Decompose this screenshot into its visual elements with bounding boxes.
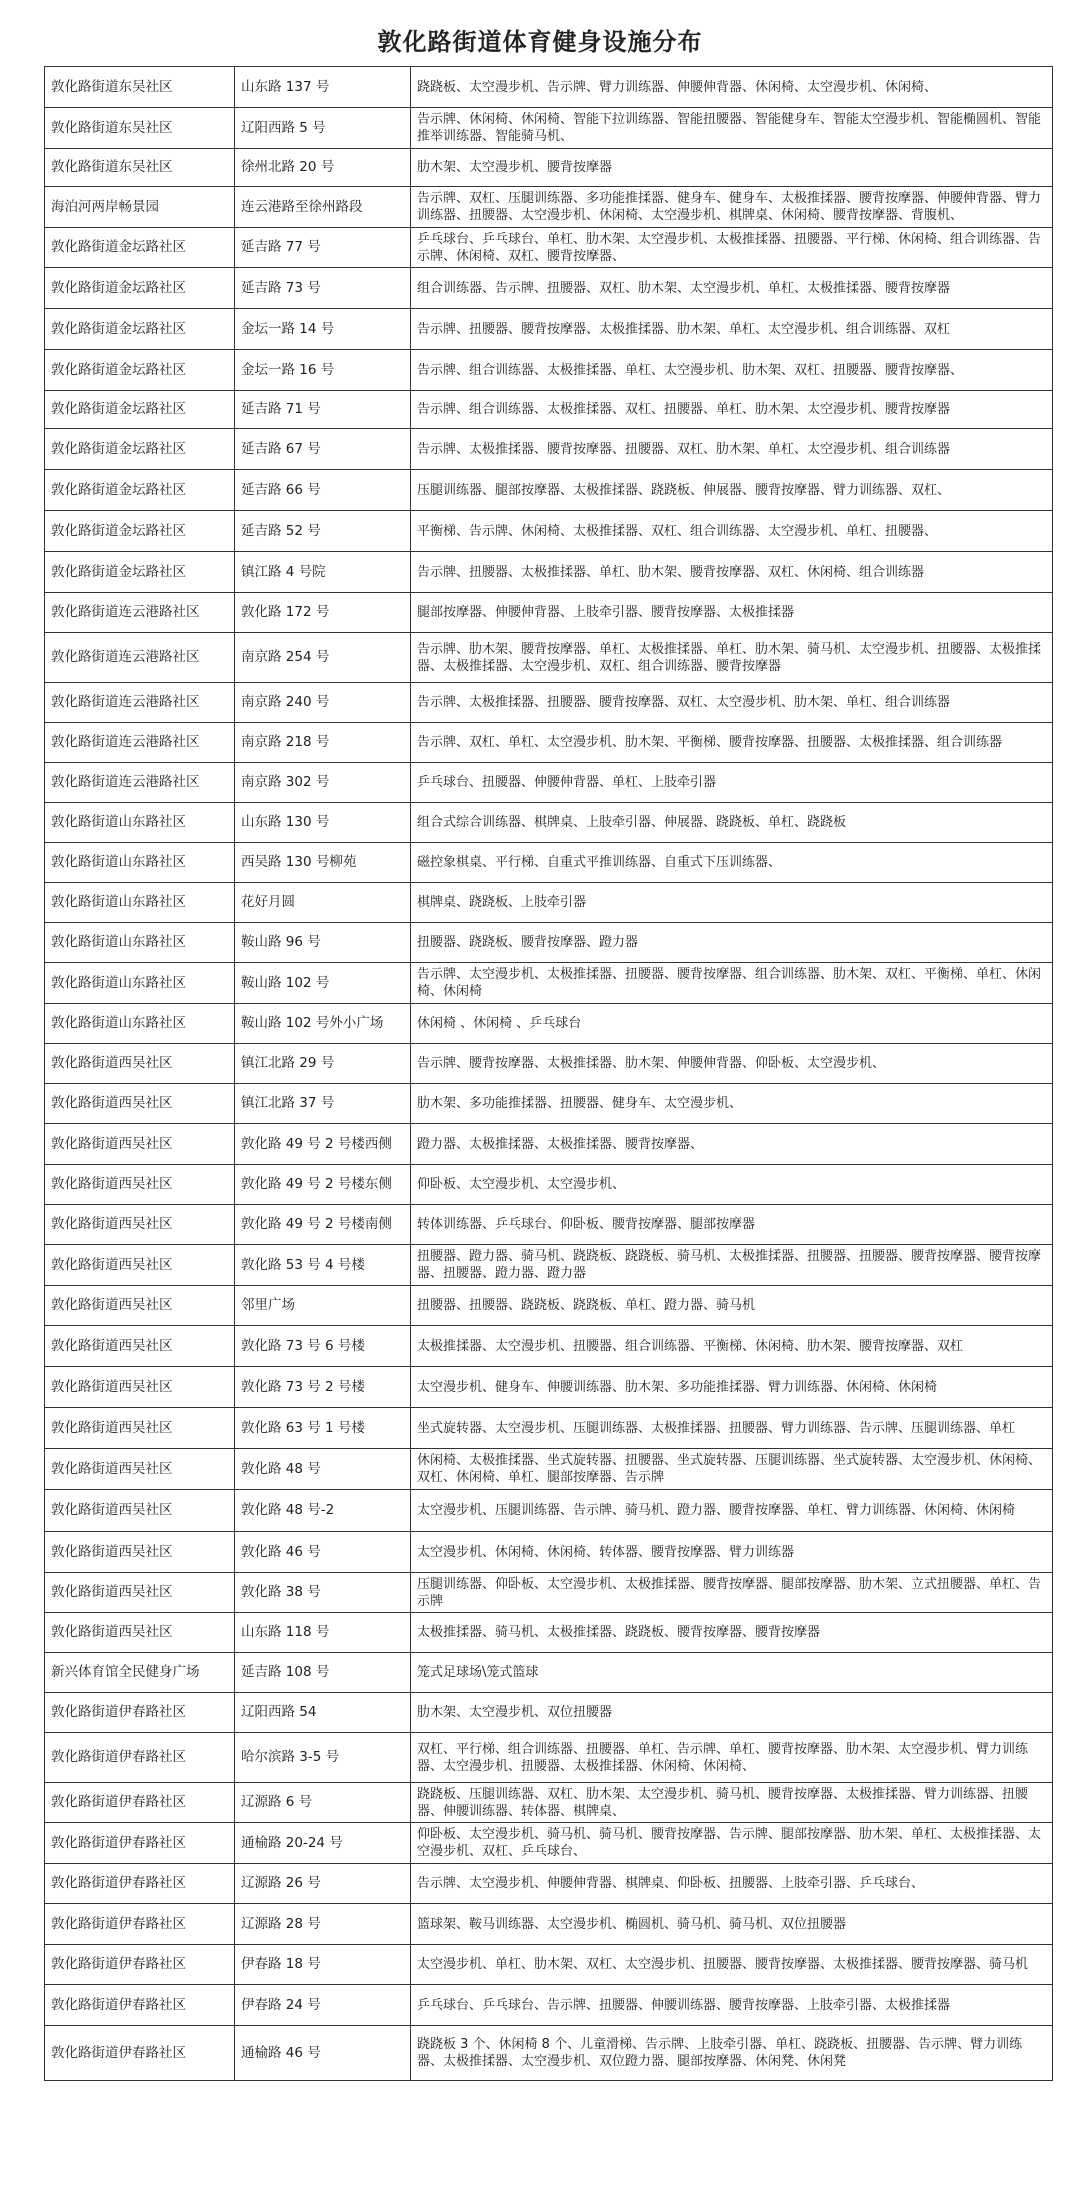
table-row <box>45 1408 1053 1449</box>
table-row <box>45 1165 1053 1205</box>
address-cell: 鞍山路 96 号 <box>235 923 411 963</box>
address-cell: 西吴路 130 号柳苑 <box>235 843 411 883</box>
table-row <box>45 1783 1053 1823</box>
community-cell: 敦化路街道西吴社区 <box>45 1205 235 1245</box>
community-cell: 敦化路街道西吴社区 <box>45 1245 235 1286</box>
address-cell: 徐州北路 20 号 <box>235 149 411 187</box>
community-cell: 敦化路街道山东路社区 <box>45 883 235 923</box>
address-cell: 鞍山路 102 号外小广场 <box>235 1004 411 1044</box>
address-cell: 哈尔滨路 3-5 号 <box>235 1733 411 1783</box>
facilities-cell: 太空漫步机、单杠、肋木架、双杠、太空漫步机、扭腰器、腰背按摩器、太极推揉器、腰背按摩器、骑马机 <box>411 1945 1053 1985</box>
address-cell: 花好月圆 <box>235 883 411 923</box>
address-cell: 敦化路 172 号 <box>235 593 411 633</box>
facility-table-wrapper <box>44 66 1052 2081</box>
community-cell: 敦化路街道金坛路社区 <box>45 268 235 309</box>
facility-table-body <box>45 67 1053 2081</box>
facilities-cell: 乒乓球台、乒乓球台、告示牌、扭腰器、伸腰训练器、腰背按摩器、上肢牵引器、太极推揉器 <box>411 1985 1053 2026</box>
address-cell: 敦化路 73 号 6 号楼 <box>235 1326 411 1367</box>
community-cell: 敦化路街道金坛路社区 <box>45 391 235 429</box>
address-cell: 辽源路 28 号 <box>235 1904 411 1945</box>
community-cell: 敦化路街道伊春路社区 <box>45 1904 235 1945</box>
facilities-cell: 告示牌、组合训练器、太极推揉器、单杠、太空漫步机、肋木架、双杠、扭腰器、腰背按摩器、 <box>411 350 1053 391</box>
facilities-cell: 扭腰器、跷跷板、腰背按摩器、蹬力器 <box>411 923 1053 963</box>
table-row <box>45 1733 1053 1783</box>
address-cell: 延吉路 77 号 <box>235 228 411 268</box>
community-cell: 敦化路街道西吴社区 <box>45 1573 235 1613</box>
table-row <box>45 1904 1053 1945</box>
community-cell: 敦化路街道金坛路社区 <box>45 470 235 511</box>
community-cell: 敦化路街道西吴社区 <box>45 1490 235 1532</box>
facilities-cell: 跷跷板 3 个、休闲椅 8 个、儿童滑梯、告示牌、上肢牵引器、单杠、跷跷板、扭腰器、告示牌、臂力训练器、太极推揉器、太空漫步机、双位蹬力器、腿部按摩器、休闲凳、休闲凳 <box>411 2026 1053 2081</box>
address-cell: 敦化路 46 号 <box>235 1532 411 1573</box>
facilities-cell: 太极推揉器、太空漫步机、扭腰器、组合训练器、平衡梯、休闲椅、肋木架、腰背按摩器、双杠 <box>411 1326 1053 1367</box>
address-cell: 连云港路至徐州路段 <box>235 187 411 228</box>
table-row <box>45 429 1053 470</box>
address-cell: 山东路 118 号 <box>235 1613 411 1653</box>
community-cell: 敦化路街道连云港路社区 <box>45 763 235 803</box>
community-cell: 敦化路街道金坛路社区 <box>45 350 235 391</box>
community-cell: 敦化路街道西吴社区 <box>45 1532 235 1573</box>
community-cell: 敦化路街道西吴社区 <box>45 1165 235 1205</box>
community-cell: 敦化路街道伊春路社区 <box>45 1783 235 1823</box>
community-cell: 敦化路街道山东路社区 <box>45 923 235 963</box>
address-cell: 镇江北路 37 号 <box>235 1084 411 1124</box>
address-cell: 伊春路 18 号 <box>235 1945 411 1985</box>
table-row <box>45 470 1053 511</box>
table-row <box>45 2026 1053 2081</box>
table-row <box>45 1693 1053 1733</box>
community-cell: 敦化路街道伊春路社区 <box>45 1733 235 1783</box>
table-row <box>45 803 1053 843</box>
address-cell: 敦化路 48 号 <box>235 1449 411 1490</box>
facility-table <box>44 66 1053 2081</box>
facilities-cell: 腿部按摩器、伸腰伸背器、上肢牵引器、腰背按摩器、太极推揉器 <box>411 593 1053 633</box>
address-cell: 敦化路 38 号 <box>235 1573 411 1613</box>
community-cell: 敦化路街道连云港路社区 <box>45 593 235 633</box>
community-cell: 敦化路街道东吴社区 <box>45 149 235 187</box>
community-cell: 敦化路街道金坛路社区 <box>45 429 235 470</box>
address-cell: 鞍山路 102 号 <box>235 963 411 1004</box>
facilities-cell: 双杠、平行梯、组合训练器、扭腰器、单杠、告示牌、单杠、腰背按摩器、肋木架、太空漫步机、臂力训练器、太空漫步机、扭腰器、太极推揉器、休闲椅、休闲椅、 <box>411 1733 1053 1783</box>
table-row <box>45 763 1053 803</box>
table-row <box>45 1985 1053 2026</box>
facilities-cell: 转体训练器、乒乓球台、仰卧板、腰背按摩器、腿部按摩器 <box>411 1205 1053 1245</box>
address-cell: 敦化路 63 号 1 号楼 <box>235 1408 411 1449</box>
community-cell: 敦化路街道金坛路社区 <box>45 552 235 593</box>
table-row <box>45 1823 1053 1864</box>
address-cell: 敦化路 49 号 2 号楼西侧 <box>235 1124 411 1165</box>
community-cell: 敦化路街道伊春路社区 <box>45 2026 235 2081</box>
table-row <box>45 149 1053 187</box>
community-cell: 敦化路街道伊春路社区 <box>45 1985 235 2026</box>
address-cell: 镇江路 4 号院 <box>235 552 411 593</box>
facilities-cell: 肋木架、太空漫步机、腰背按摩器 <box>411 149 1053 187</box>
facilities-cell: 跷跷板、太空漫步机、告示牌、臂力训练器、伸腰伸背器、休闲椅、太空漫步机、休闲椅、 <box>411 67 1053 108</box>
facilities-cell: 扭腰器、扭腰器、跷跷板、跷跷板、单杠、蹬力器、骑马机 <box>411 1286 1053 1326</box>
facilities-cell: 仰卧板、太空漫步机、骑马机、骑马机、腰背按摩器、告示牌、腿部按摩器、肋木架、单杠、太极推揉器、太空漫步机、双杠、乒乓球台、 <box>411 1823 1053 1864</box>
address-cell: 南京路 254 号 <box>235 633 411 683</box>
facilities-cell: 告示牌、太极推揉器、腰背按摩器、扭腰器、双杠、肋木架、单杠、太空漫步机、组合训练器 <box>411 429 1053 470</box>
facilities-cell: 告示牌、肋木架、腰背按摩器、单杠、太极推揉器、单杠、肋木架、骑马机、太空漫步机、扭腰器、太极推揉器、太极推揉器、太空漫步机、双杠、组合训练器、腰背按摩器 <box>411 633 1053 683</box>
facilities-cell: 告示牌、组合训练器、太极推揉器、双杠、扭腰器、单杠、肋木架、太空漫步机、腰背按摩器 <box>411 391 1053 429</box>
address-cell: 敦化路 73 号 2 号楼 <box>235 1367 411 1408</box>
address-cell: 延吉路 66 号 <box>235 470 411 511</box>
table-row <box>45 1124 1053 1165</box>
address-cell: 通榆路 46 号 <box>235 2026 411 2081</box>
facilities-cell: 肋木架、太空漫步机、双位扭腰器 <box>411 1693 1053 1733</box>
facilities-cell: 休闲椅、太极推揉器、坐式旋转器、扭腰器、坐式旋转器、压腿训练器、坐式旋转器、太空漫步机、休闲椅、双杠、休闲椅、单杠、腿部按摩器、告示牌 <box>411 1449 1053 1490</box>
table-row <box>45 552 1053 593</box>
address-cell: 延吉路 73 号 <box>235 268 411 309</box>
address-cell: 通榆路 20-24 号 <box>235 1823 411 1864</box>
table-row <box>45 923 1053 963</box>
facilities-cell: 组合训练器、告示牌、扭腰器、双杠、肋木架、太空漫步机、单杠、太极推揉器、腰背按摩器 <box>411 268 1053 309</box>
address-cell: 南京路 240 号 <box>235 683 411 723</box>
facilities-cell: 告示牌、太空漫步机、太极推揉器、扭腰器、腰背按摩器、组合训练器、肋木架、双杠、平衡梯、单杠、休闲椅、休闲椅 <box>411 963 1053 1004</box>
community-cell: 敦化路街道伊春路社区 <box>45 1693 235 1733</box>
address-cell: 南京路 302 号 <box>235 763 411 803</box>
address-cell: 山东路 137 号 <box>235 67 411 108</box>
facilities-cell: 磁控象棋桌、平行梯、自重式平推训练器、自重式下压训练器、 <box>411 843 1053 883</box>
facilities-cell: 笼式足球场\笼式篮球 <box>411 1653 1053 1693</box>
community-cell: 敦化路街道金坛路社区 <box>45 309 235 350</box>
table-row <box>45 683 1053 723</box>
address-cell: 辽阳西路 54 <box>235 1693 411 1733</box>
table-row <box>45 1532 1053 1573</box>
table-row <box>45 391 1053 429</box>
facilities-cell: 告示牌、腰背按摩器、太极推揉器、肋木架、伸腰伸背器、仰卧板、太空漫步机、 <box>411 1044 1053 1084</box>
facilities-cell: 仰卧板、太空漫步机、太空漫步机、 <box>411 1165 1053 1205</box>
address-cell: 邻里广场 <box>235 1286 411 1326</box>
table-row <box>45 883 1053 923</box>
facilities-cell: 告示牌、双杠、压腿训练器、多功能推揉器、健身车、健身车、太极推揉器、腰背按摩器、伸腰伸背器、臂力训练器、扭腰器、太空漫步机、休闲椅、太空漫步机、棋牌桌、休闲椅、腰背按摩器、背腹机、 <box>411 187 1053 228</box>
table-row <box>45 1490 1053 1532</box>
address-cell: 辽阳西路 5 号 <box>235 108 411 149</box>
table-row <box>45 67 1053 108</box>
table-row <box>45 1613 1053 1653</box>
facilities-cell: 压腿训练器、仰卧板、太空漫步机、太极推揉器、腰背按摩器、腿部按摩器、肋木架、立式扭腰器、单杠、告示牌 <box>411 1573 1053 1613</box>
table-row <box>45 963 1053 1004</box>
community-cell: 敦化路街道西吴社区 <box>45 1449 235 1490</box>
table-row <box>45 187 1053 228</box>
address-cell: 延吉路 67 号 <box>235 429 411 470</box>
community-cell: 敦化路街道伊春路社区 <box>45 1864 235 1904</box>
community-cell: 敦化路街道西吴社区 <box>45 1326 235 1367</box>
table-row <box>45 1004 1053 1044</box>
table-row <box>45 228 1053 268</box>
address-cell: 伊春路 24 号 <box>235 1985 411 2026</box>
community-cell: 敦化路街道山东路社区 <box>45 803 235 843</box>
table-row <box>45 1044 1053 1084</box>
community-cell: 敦化路街道山东路社区 <box>45 843 235 883</box>
community-cell: 敦化路街道东吴社区 <box>45 67 235 108</box>
address-cell: 延吉路 71 号 <box>235 391 411 429</box>
table-row <box>45 843 1053 883</box>
community-cell: 敦化路街道西吴社区 <box>45 1367 235 1408</box>
document-title: 敦化路街道体育健身设施分布 <box>377 28 703 56</box>
address-cell: 辽源路 6 号 <box>235 1783 411 1823</box>
community-cell: 敦化路街道西吴社区 <box>45 1124 235 1165</box>
table-row <box>45 723 1053 763</box>
facilities-cell: 肋木架、多功能推揉器、扭腰器、健身车、太空漫步机、 <box>411 1084 1053 1124</box>
address-cell: 敦化路 53 号 4 号楼 <box>235 1245 411 1286</box>
address-cell: 延吉路 52 号 <box>235 511 411 552</box>
community-cell: 敦化路街道伊春路社区 <box>45 1945 235 1985</box>
facilities-cell: 告示牌、双杠、单杠、太空漫步机、肋木架、平衡梯、腰背按摩器、扭腰器、太极推揉器、组合训练器 <box>411 723 1053 763</box>
table-row <box>45 1084 1053 1124</box>
facilities-cell: 乒乓球台、乒乓球台、单杠、肋木架、太空漫步机、太极推揉器、扭腰器、平行梯、休闲椅、组合训练器、告示牌、休闲椅、双杠、腰背按摩器、 <box>411 228 1053 268</box>
address-cell: 金坛一路 16 号 <box>235 350 411 391</box>
facilities-cell: 篮球架、鞍马训练器、太空漫步机、椭圆机、骑马机、骑马机、双位扭腰器 <box>411 1904 1053 1945</box>
facilities-cell: 告示牌、扭腰器、太极推揉器、单杠、肋木架、腰背按摩器、双杠、休闲椅、组合训练器 <box>411 552 1053 593</box>
table-row <box>45 1326 1053 1367</box>
community-cell: 敦化路街道东吴社区 <box>45 108 235 149</box>
table-row <box>45 1245 1053 1286</box>
facilities-cell: 太空漫步机、压腿训练器、告示牌、骑马机、蹬力器、腰背按摩器、单杠、臂力训练器、休闲椅、休闲椅 <box>411 1490 1053 1532</box>
facilities-cell: 太空漫步机、健身车、伸腰训练器、肋木架、多功能推揉器、臂力训练器、休闲椅、休闲椅 <box>411 1367 1053 1408</box>
facilities-cell: 蹬力器、太极推揉器、太极推揉器、腰背按摩器、 <box>411 1124 1053 1165</box>
community-cell: 敦化路街道连云港路社区 <box>45 683 235 723</box>
community-cell: 敦化路街道连云港路社区 <box>45 633 235 683</box>
facilities-cell: 压腿训练器、腿部按摩器、太极推揉器、跷跷板、伸展器、腰背按摩器、臂力训练器、双杠、 <box>411 470 1053 511</box>
facilities-cell: 告示牌、扭腰器、腰背按摩器、太极推揉器、肋木架、单杠、太空漫步机、组合训练器、双杠 <box>411 309 1053 350</box>
table-row <box>45 633 1053 683</box>
table-row <box>45 511 1053 552</box>
community-cell: 敦化路街道伊春路社区 <box>45 1823 235 1864</box>
address-cell: 山东路 130 号 <box>235 803 411 843</box>
facilities-cell: 棋牌桌、跷跷板、上肢牵引器 <box>411 883 1053 923</box>
table-row <box>45 1864 1053 1904</box>
address-cell: 辽源路 26 号 <box>235 1864 411 1904</box>
community-cell: 敦化路街道金坛路社区 <box>45 511 235 552</box>
community-cell: 敦化路街道西吴社区 <box>45 1286 235 1326</box>
community-cell: 敦化路街道山东路社区 <box>45 963 235 1004</box>
table-row <box>45 268 1053 309</box>
facilities-cell: 休闲椅 、休闲椅 、乒乓球台 <box>411 1004 1053 1044</box>
community-cell: 新兴体育馆全民健身广场 <box>45 1653 235 1693</box>
community-cell: 敦化路街道连云港路社区 <box>45 723 235 763</box>
table-row <box>45 1205 1053 1245</box>
table-row <box>45 593 1053 633</box>
table-row <box>45 108 1053 149</box>
community-cell: 敦化路街道西吴社区 <box>45 1408 235 1449</box>
table-row <box>45 1449 1053 1490</box>
community-cell: 敦化路街道西吴社区 <box>45 1044 235 1084</box>
table-row <box>45 1945 1053 1985</box>
table-row <box>45 1367 1053 1408</box>
table-row <box>45 1286 1053 1326</box>
table-row <box>45 350 1053 391</box>
address-cell: 南京路 218 号 <box>235 723 411 763</box>
address-cell: 镇江北路 29 号 <box>235 1044 411 1084</box>
table-row <box>45 309 1053 350</box>
address-cell: 延吉路 108 号 <box>235 1653 411 1693</box>
table-row <box>45 1653 1053 1693</box>
facilities-cell: 太空漫步机、休闲椅、休闲椅、转体器、腰背按摩器、臂力训练器 <box>411 1532 1053 1573</box>
facilities-cell: 跷跷板、压腿训练器、双杠、肋木架、太空漫步机、骑马机、腰背按摩器、太极推揉器、臂力训练器、扭腰器、伸腰训练器、转体器、棋牌桌、 <box>411 1783 1053 1823</box>
address-cell: 敦化路 49 号 2 号楼东侧 <box>235 1165 411 1205</box>
facilities-cell: 扭腰器、蹬力器、骑马机、跷跷板、跷跷板、骑马机、太极推揉器、扭腰器、扭腰器、腰背按摩器、腰背按摩器、扭腰器、蹬力器、蹬力器 <box>411 1245 1053 1286</box>
community-cell: 敦化路街道西吴社区 <box>45 1613 235 1653</box>
community-cell: 敦化路街道金坛路社区 <box>45 228 235 268</box>
community-cell: 敦化路街道西吴社区 <box>45 1084 235 1124</box>
facilities-cell: 太极推揉器、骑马机、太极推揉器、跷跷板、腰背按摩器、腰背按摩器 <box>411 1613 1053 1653</box>
facilities-cell: 告示牌、太空漫步机、伸腰伸背器、棋牌桌、仰卧板、扭腰器、上肢牵引器、乒乓球台、 <box>411 1864 1053 1904</box>
table-row <box>45 1573 1053 1613</box>
facilities-cell: 坐式旋转器、太空漫步机、压腿训练器、太极推揉器、扭腰器、臂力训练器、告示牌、压腿训练器、单杠 <box>411 1408 1053 1449</box>
facilities-cell: 平衡梯、告示牌、休闲椅、太极推揉器、双杠、组合训练器、太空漫步机、单杠、扭腰器、 <box>411 511 1053 552</box>
address-cell: 敦化路 48 号-2 <box>235 1490 411 1532</box>
community-cell: 海泊河两岸畅景园 <box>45 187 235 228</box>
facilities-cell: 组合式综合训练器、棋牌桌、上肢牵引器、伸展器、跷跷板、单杠、跷跷板 <box>411 803 1053 843</box>
community-cell: 敦化路街道山东路社区 <box>45 1004 235 1044</box>
facilities-cell: 告示牌、太极推揉器、扭腰器、腰背按摩器、双杠、太空漫步机、肋木架、单杠、组合训练器 <box>411 683 1053 723</box>
address-cell: 敦化路 49 号 2 号楼南侧 <box>235 1205 411 1245</box>
facilities-cell: 告示牌、休闲椅、休闲椅、智能下拉训练器、智能扭腰器、智能健身车、智能太空漫步机、智能椭圆机、智能推举训练器、智能骑马机、 <box>411 108 1053 149</box>
facilities-cell: 乒乓球台、扭腰器、伸腰伸背器、单杠、上肢牵引器 <box>411 763 1053 803</box>
address-cell: 金坛一路 14 号 <box>235 309 411 350</box>
